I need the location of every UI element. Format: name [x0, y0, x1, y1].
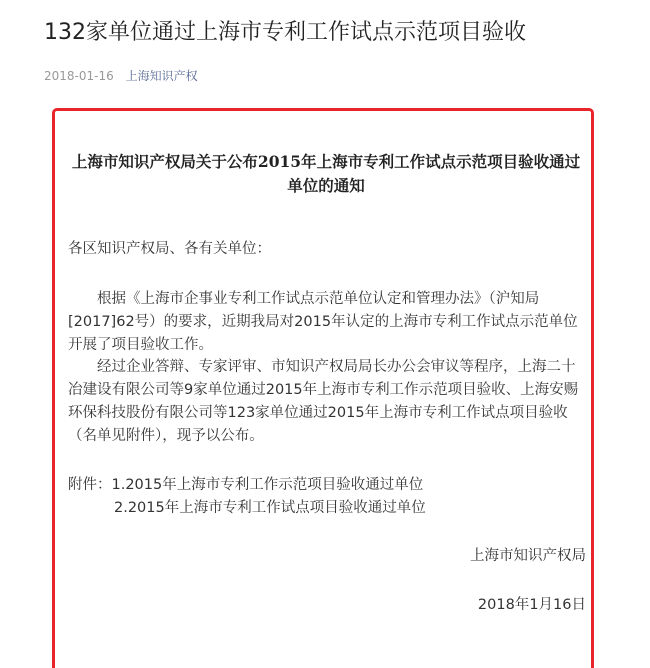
notice-salutation: 各区知识产权局、各有关单位：: [68, 241, 271, 257]
article-title: 132家单位通过上海市专利工作试点示范项目验收: [44, 20, 526, 45]
notice-paragraph-1: 根据《上海市企事业专利工作试点示范单位认定和管理办法》（沪知局[2017]62号）的要求，近期我局对2015年认定的上海市专利工作试点示范单位开展了项目验收工作。: [68, 291, 578, 353]
attachment-item-2: 2.2015年上海市专利工作试点项目验收通过单位: [114, 500, 426, 516]
notice-signature: 上海市知识产权局: [470, 548, 586, 564]
notice-paragraph-2: 经过企业答辩、专家评审、市知识产权局局长办公会审议等程序，上海二十冶建设有限公司等9家单位通过2015年上海市专利工作示范项目验收、上海安赐环保科技股份有限公司等123家单位通过2015年上海市专利工作试点项目验收（名单见附件），现予以公布。: [68, 359, 579, 444]
notice-date: 2018年1月16日: [477, 597, 586, 613]
publish-date: 2018-01-16: [44, 69, 114, 83]
attachment-item-1: 附件：1.2015年上海市专利工作示范项目验收通过单位: [68, 477, 424, 493]
notice-title: 上海市知识产权局关于公布2015年上海市专利工作试点示范项目验收通过单位的通知: [71, 152, 581, 195]
account-name-link[interactable]: 上海知识产权: [125, 69, 198, 83]
article-meta: [44, 68, 198, 84]
